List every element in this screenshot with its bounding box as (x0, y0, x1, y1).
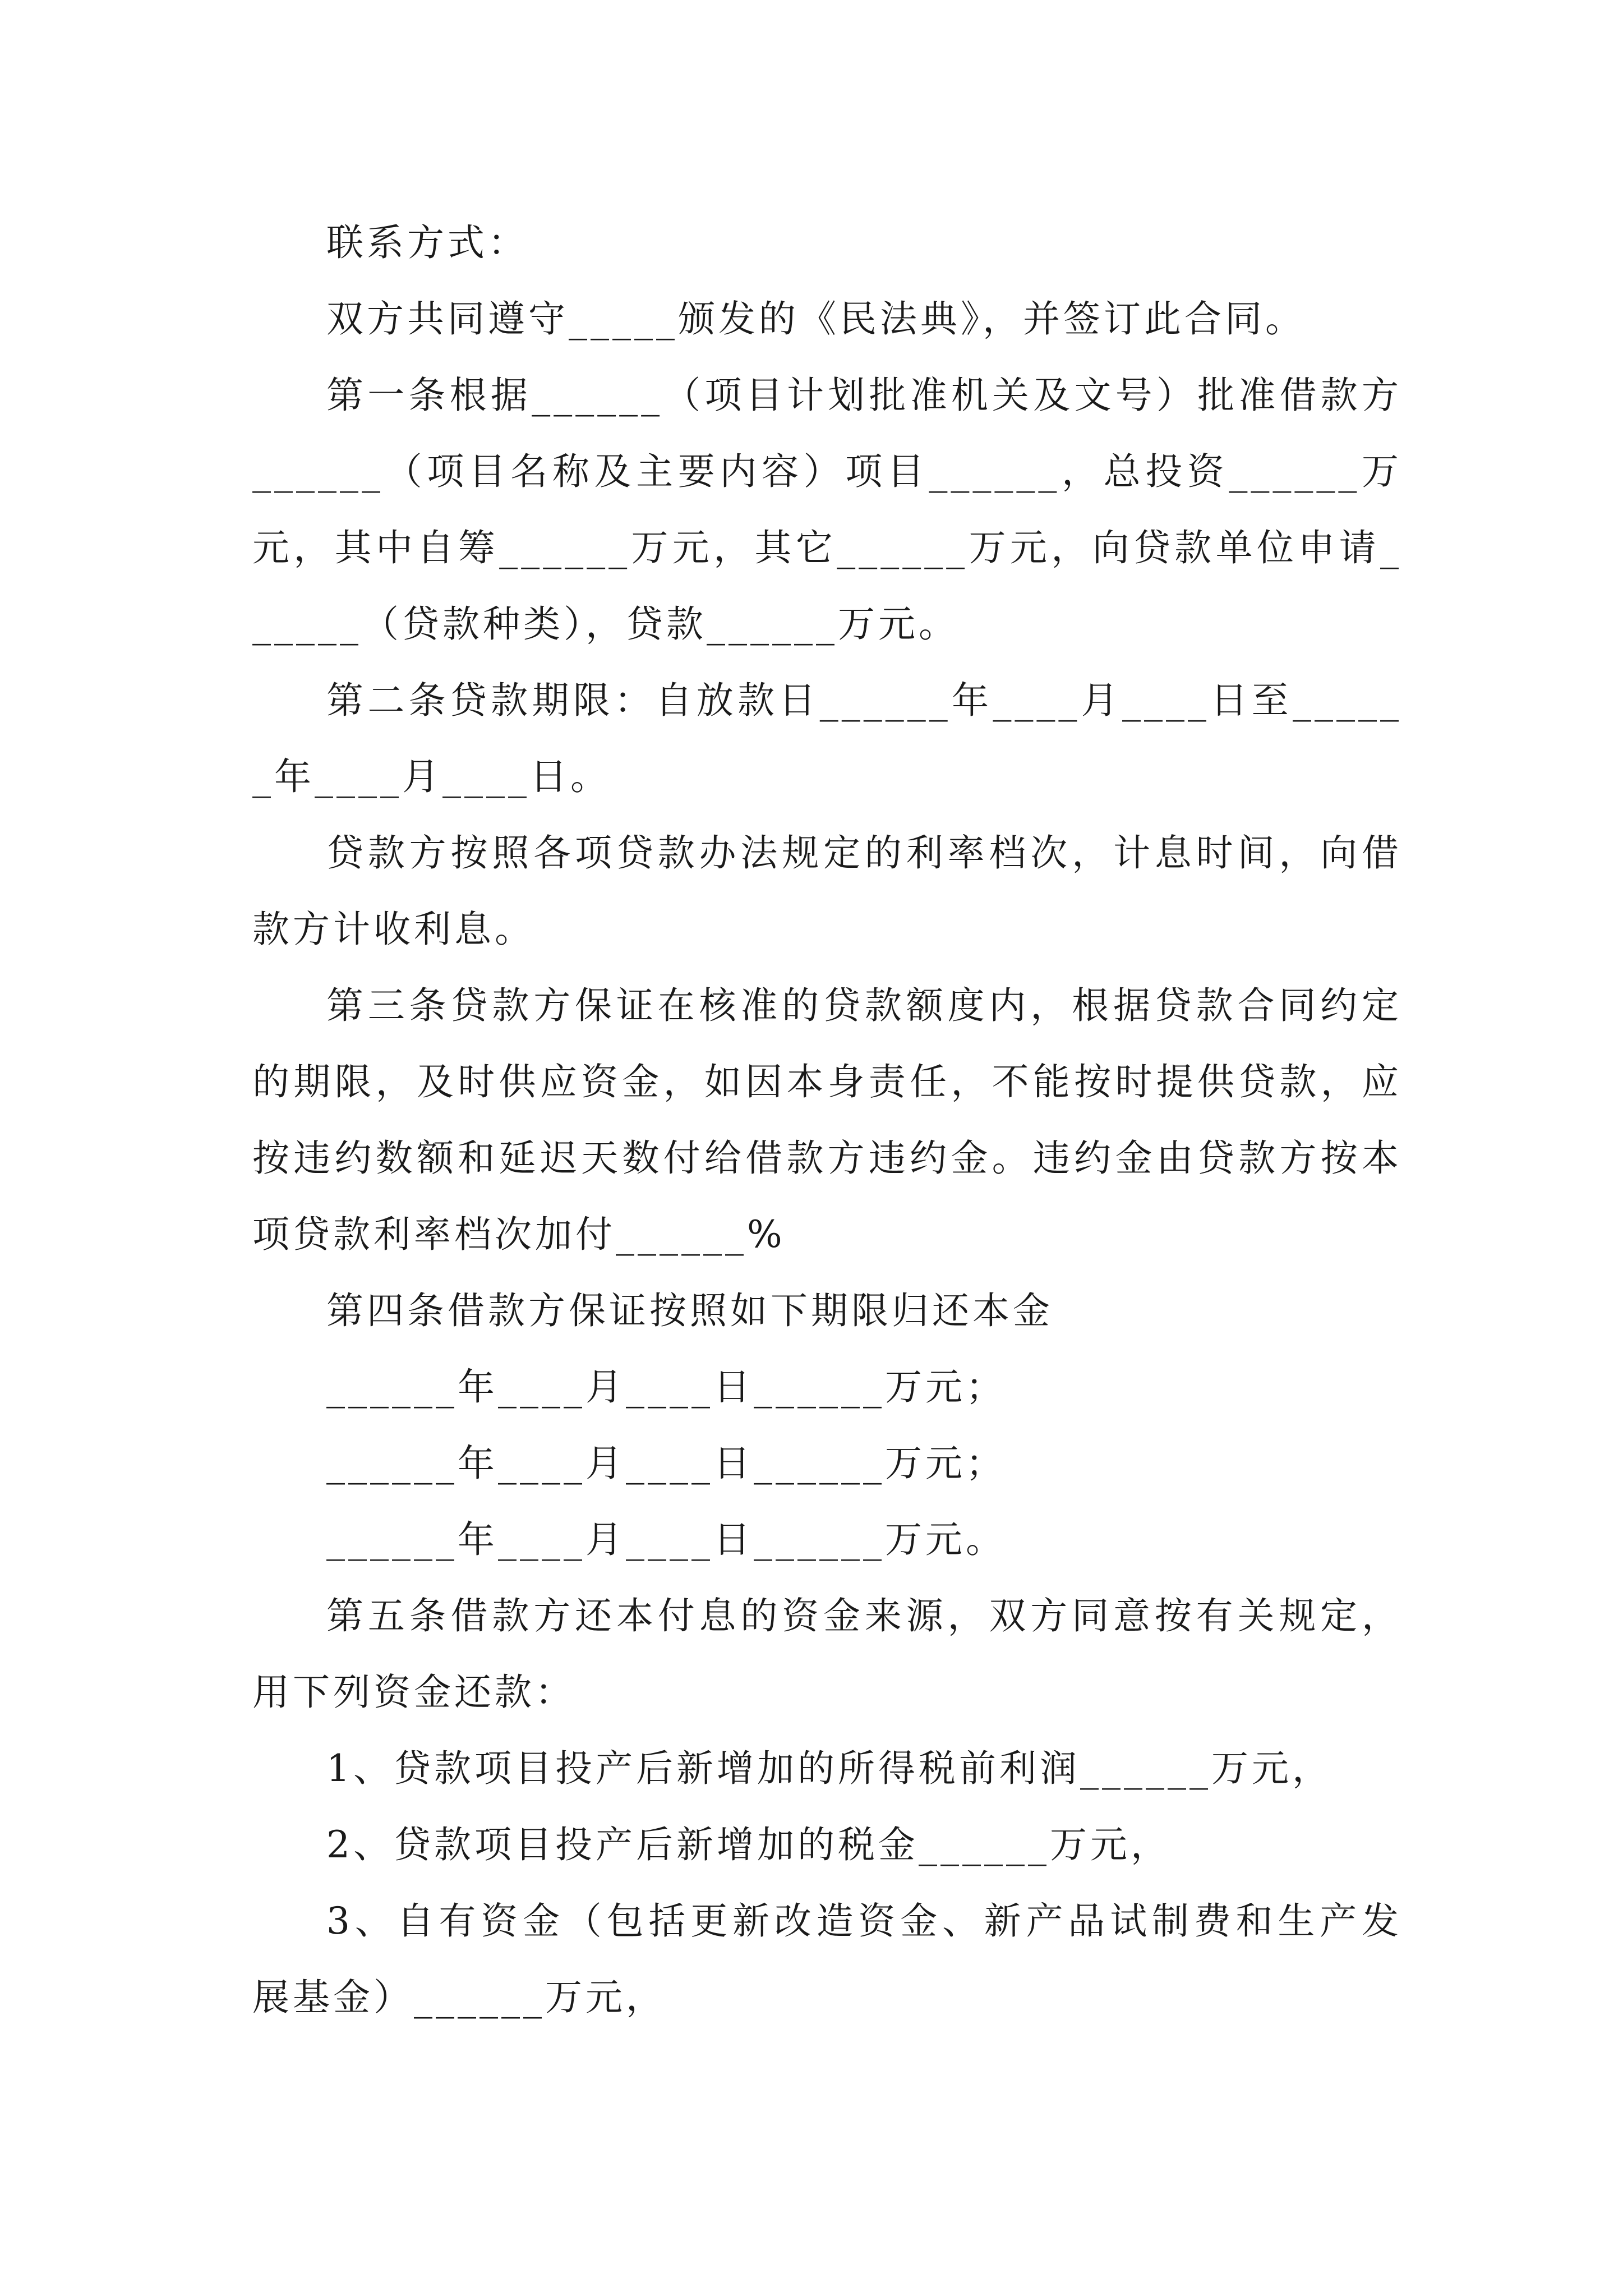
interest-paragraph: 贷款方按照各项贷款办法规定的利率档次，计息时间，向借款方计收利息。 (252, 831, 1402, 951)
article-3-paragraph: 第三条贷款方保证在核准的贷款额度内，根据贷款合同约定的期限，及时供应资金，如因本身责任，不能按时提供贷款，应按违约数额和延迟天数付给借款方违约金。违约金由贷款方按本项贷款利率档次加付______% (252, 984, 1402, 1256)
funding-source-1: 1、贷款项目投产后新增加的所得税前利润______万元， (326, 1747, 1332, 1790)
repayment-line-2: ______年____月____日______万元； (326, 1442, 1006, 1485)
article-1-paragraph: 第一条根据______（项目计划批准机关及文号）批准借款方______（项目名称及主要内容）项目______，总投资______万元，其中自筹______万元，其它______万元，向贷款单位申请______（贷款种类），贷款______万元。 (252, 374, 1402, 646)
contract-body (252, 205, 1402, 2036)
repayment-line-3: ______年____月____日______万元。 (326, 1518, 1006, 1561)
funding-source-3: 3、自有资金（包括更新改造资金、新产品试制费和生产发展基金）______万元， (252, 1899, 1402, 2019)
article-5-paragraph: 第五条借款方还本付息的资金来源，双方同意按有关规定，用下列资金还款： (252, 1594, 1402, 1714)
article-2-paragraph: 第二条贷款期限：自放款日______年____月____日至______年____月____日。 (252, 679, 1402, 798)
civil-code-paragraph: 双方共同遵守_____颁发的《民法典》，并签订此合同。 (326, 297, 1306, 341)
contact-info-paragraph: 联系方式： (326, 221, 528, 264)
funding-source-2: 2、贷款项目投产后新增加的税金______万元， (326, 1823, 1171, 1866)
repayment-line-1: ______年____月____日______万元； (326, 1365, 1006, 1409)
article-4-paragraph: 第四条借款方保证按照如下期限归还本金 (326, 1289, 1053, 1332)
